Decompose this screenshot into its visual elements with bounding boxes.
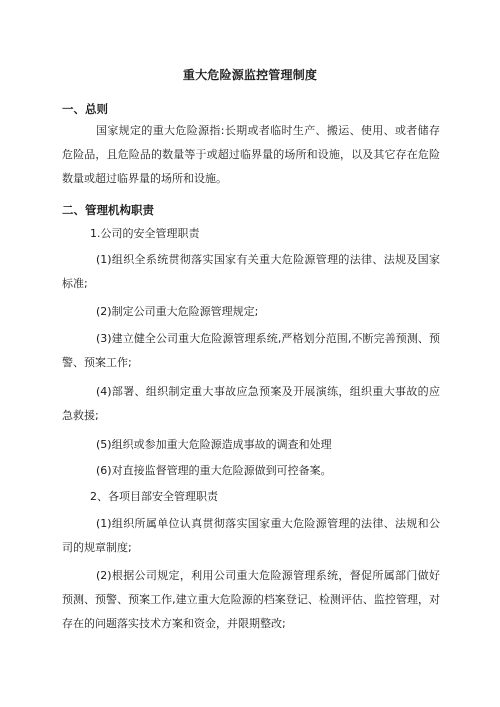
paragraph-item-company-4: (4)部署、组织制定重大事故应急预案及开展演练，组织重大事故的应急救援; xyxy=(62,385,440,422)
section-heading-general: 一、总则 xyxy=(62,102,108,116)
paragraph-definition: 国家规定的重大危险源指:长期或者临时生产、搬运、使用、或者储存危险品，且危险品的数量等于或超过临界量的场所和设施，以及其它存在危险数量或超过临界量的场所和设施。 xyxy=(62,124,440,185)
paragraph-item-company-1: (1)组织全系统贯彻落实国家有关重大危险源管理的法律、法规及国家标准; xyxy=(62,253,440,290)
subsection-project-duties: 2、各项目部安全管理职责 xyxy=(90,490,218,503)
paragraph-item-company-5: (5)组织或参加重大危险源造成事故的调查和处理 xyxy=(96,438,332,451)
section-heading-responsibilities: 二、管理机构职责 xyxy=(62,203,154,217)
paragraph-item-company-6: (6)对直接监督管理的重大危险源做到可控备案。 xyxy=(96,464,332,477)
paragraph-item-project-1: (1)组织所属单位认真贯彻落实国家重大危险源管理的法律、法规和公司的规章制度; xyxy=(62,517,440,554)
document-title: 重大危险源监控管理制度 xyxy=(182,68,318,82)
paragraph-item-company-3: (3)建立健全公司重大危险源管理系统,严格划分范围,不断完善预测、预警、预案工作; xyxy=(62,332,440,369)
paragraph-item-project-2: (2)根据公司规定，利用公司重大危险源管理系统，督促所属部门做好预测、预警、预案工作,建立重大危险源的档案登记、检测评估、监控管理，对存在的问题落实技术方案和资金，并限期整改; xyxy=(62,569,440,630)
paragraph-item-company-2: (2)制定公司重大危险源管理规定; xyxy=(96,305,259,318)
subsection-company-duties: 1.公司的安全管理职责 xyxy=(90,227,200,240)
